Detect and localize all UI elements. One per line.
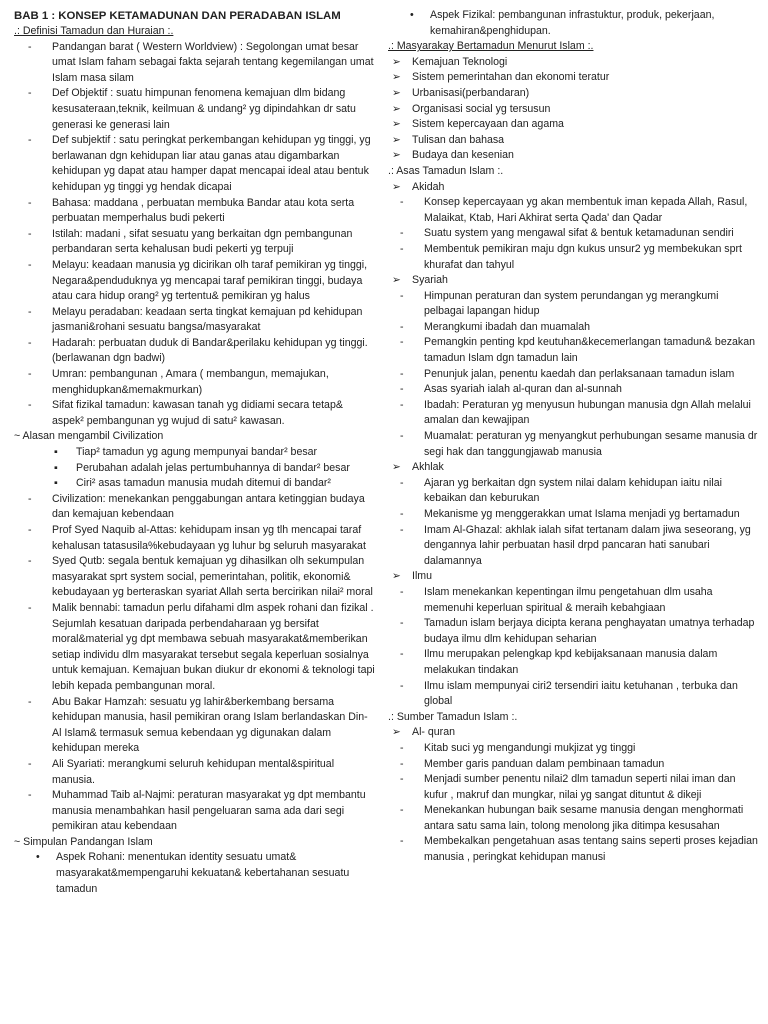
source-point-text: Menekankan hubungan baik sesame manusia dengan menghormati antara satu sama lain, tolong menolong jika ditimpa kesusahan <box>424 804 744 832</box>
trait-item <box>388 117 760 133</box>
foundation-point-text: Mekanisme yg menggerakkan umat Islama menjadi yg bertamadun <box>424 508 740 520</box>
foundation-point <box>388 367 760 383</box>
trait-item-text: Tulisan dan bahasa <box>412 133 505 146</box>
definition-item-text: Hadarah: perbuatan duduk di Bandar&perilaku kehidupan yg tinggi.(berlawanan dgn badwi) <box>52 336 368 365</box>
foundation-point-text: Asas syariah ialah al-quran dan al-sunnah <box>424 383 622 396</box>
dash-icon: - <box>28 196 32 209</box>
sources-list <box>388 725 760 865</box>
dash-icon: - <box>28 789 32 802</box>
round-bullet-icon: • <box>410 9 414 21</box>
dash-icon: - <box>28 305 32 318</box>
conclusion-item-text: Aspek Rohani: menentukan identity sesuatu umat& masyarakat&mempengaruhi kekuatan& kebertahanan sesuatu tamadun <box>56 851 350 895</box>
dash-icon: - <box>28 40 32 53</box>
dash-icon: - <box>28 757 32 770</box>
source-point <box>388 772 760 803</box>
foundation-point-text: Merangkumi ibadah dan muamalah <box>424 320 591 333</box>
foundation-point <box>388 429 760 460</box>
definition-item <box>14 86 376 133</box>
trait-item-text: Sistem kepercayaan dan agama <box>412 118 564 131</box>
definition-item-text: Istilah: madani , sifat sesuatu yang berkaitan dgn pembangunan perbandaran serta kehalusan budi pekerti yg terpuji <box>52 227 353 256</box>
dash-icon: - <box>400 585 404 598</box>
dash-icon: - <box>28 524 32 536</box>
square-bullet-icon: ▪ <box>54 446 58 459</box>
foundation-heading-text: Syariah <box>412 274 448 287</box>
source-point <box>388 834 760 865</box>
dash-icon: - <box>400 757 404 770</box>
foundation-heading <box>388 569 760 585</box>
foundation-point <box>388 195 760 226</box>
foundation-point <box>388 382 760 398</box>
foundations-list <box>388 180 760 710</box>
arrow-bullet-icon: ➢ <box>392 274 401 287</box>
view-item-text: Prof Syed Naquib al-Attas: kehidupam insan yg tlh mencapai taraf kehalusan tatasusila%kebudayaan yg luhur bg seluruh masyarakat <box>52 524 366 552</box>
trait-item <box>388 55 760 71</box>
foundation-point <box>388 523 760 570</box>
source-point-text: Menjadi sumber penentu nilai2 dlm tamadun seperti nilai iman dan kufur , makruf dan mungkar, nilai yg sangat dituntut & dikeji <box>424 773 736 801</box>
foundation-heading-text: Akhlak <box>412 461 444 474</box>
foundation-point <box>388 679 760 710</box>
source-point <box>388 741 760 757</box>
arrow-bullet-icon: ➢ <box>392 71 401 84</box>
right-column <box>388 8 760 866</box>
dash-icon: - <box>400 196 404 209</box>
dash-icon: - <box>400 227 404 240</box>
reason-item-text: Tiap² tamadun yg agung mempunyai bandar² besar <box>76 446 318 459</box>
source-point <box>388 757 760 773</box>
foundation-point <box>388 398 760 429</box>
foundation-point <box>388 289 760 320</box>
section-alasan-heading: ~ Alasan mengambil Civilization <box>14 430 164 443</box>
foundation-point <box>388 476 760 507</box>
view-item <box>14 492 376 523</box>
document-title: BAB 1 : KONSEP KETAMADUNAN DAN PERADABAN ISLAM <box>14 10 341 22</box>
reason-item <box>14 476 376 492</box>
foundation-point-text: Muamalat: peraturan yg menyangkut perhubungan sesame manusia dr segi hak dan tanggungjawab manusia <box>424 430 758 458</box>
foundation-point-text: Ajaran yg berkaitan dgn system nilai dalam kehidupan iaitu nilai kebaikan dan keburukan <box>424 476 722 505</box>
foundation-point-text: Suatu system yang mengawal sifat & bentuk ketamadunan sendiri <box>424 227 734 240</box>
dash-icon: - <box>400 320 404 333</box>
dash-icon: - <box>28 555 32 568</box>
view-item-text: Ali Syariati: merangkumi seluruh kehidupan mental&spiritual manusia. <box>52 757 335 786</box>
dash-icon: - <box>400 741 404 754</box>
dash-icon: - <box>400 773 404 786</box>
section-simpulan-heading: ~ Simpulan Pandangan Islam <box>14 835 153 848</box>
view-item <box>14 788 376 835</box>
reason-item-text: Ciri² asas tamadun manusia mudah ditemui di bandar² <box>76 477 331 490</box>
square-bullet-icon: ▪ <box>54 461 58 474</box>
dash-icon: - <box>400 679 404 692</box>
foundation-point-text: Ilmu merupakan pelengkap kpd kebijaksanaan manusia dalam melakukan tindakan <box>424 648 718 676</box>
foundation-point-text: Konsep kepercayaan yg akan membentuk iman kepada Allah, Rasul, Malaikat, Ktab, Hari Akhirat serta Qada' dan Qadar <box>424 196 748 224</box>
definition-item <box>14 196 376 227</box>
square-bullet-icon: ▪ <box>54 477 58 490</box>
arrow-bullet-icon: ➢ <box>392 86 401 99</box>
definition-item <box>14 258 376 305</box>
dash-icon: - <box>28 695 32 708</box>
foundation-point <box>388 616 760 647</box>
trait-item <box>388 133 760 149</box>
dash-icon: - <box>28 368 32 381</box>
definition-item <box>14 227 376 258</box>
traits-list <box>388 55 760 164</box>
conclusion-continued-list <box>388 8 760 39</box>
foundation-point <box>388 507 760 523</box>
conclusion-list <box>14 850 376 897</box>
dash-icon: - <box>400 336 404 349</box>
foundation-point-text: Membentuk pemikiran maju dgn kukus unsur2 yg membekukan sprt khurafat dan tahyul <box>424 242 742 271</box>
source-heading-text: Al- quran <box>412 726 455 739</box>
trait-item-text: Budaya dan kesenian <box>412 149 514 162</box>
view-item <box>14 695 376 757</box>
views-list <box>14 492 376 835</box>
view-item-text: Syed Qutb: segala bentuk kemajuan yg dihasilkan olh sekumpulan masyarakat sprt system social, pemerintahan, politik, ekonomi& kebudayaan yg berteraskan syariat Allah serta bercirikan nilai² moral <box>52 555 373 599</box>
round-bullet-icon: • <box>36 851 40 864</box>
arrow-bullet-icon: ➢ <box>392 149 401 162</box>
dash-icon: - <box>400 383 404 396</box>
view-item <box>14 523 376 554</box>
conclusion-item <box>14 850 376 897</box>
source-point <box>388 803 760 834</box>
arrow-bullet-icon: ➢ <box>392 461 401 474</box>
trait-item <box>388 148 760 164</box>
section-definisi-heading <box>14 24 376 40</box>
definition-item-text: Melayu: keadaan manusia yg dicirikan olh taraf pemikiran yg tinggi, Negara&penduduknya yg mencapai taraf pemikiran tinggi, budaya atau cara hidup orang² yg tertentu& pemikiran yg halus <box>52 258 368 303</box>
definition-item-text: Pandangan barat ( Western Worldview) : Segolongan umat besar umat Islam faham sebagai fakta sejarah tentang kegemilangan umat Islam masa silam <box>52 40 374 84</box>
foundation-point-text: Ilmu islam mempunyai ciri2 tersendiri iaitu ketuhanan , terbuka dan global <box>424 679 738 708</box>
foundation-point-text: Imam Al-Ghazal: akhlak ialah sifat tertanam dalam jiwa seseorang, yg dengannya lahir perbuatan hasil drpd pancaran hati sanubari dalamannya <box>424 523 751 567</box>
definition-item-text: Sifat fizikal tamadun: kawasan tanah yg didiami secara tetap& aspek² pembangunan yg wujud di satu² kawasan. <box>52 399 343 427</box>
section-masyarakat-heading <box>388 39 760 55</box>
definition-item <box>14 367 376 398</box>
definition-item-text: Def subjektif : satu peringkat perkembangan kehidupan yg tinggi, yg berlawanan dgn kehidupan liar atau ganas atau digambarkan kehidupan yg dapat atau hamper dapat mencapai ideal atau bentuk kehidupan yg tinggi yg hendak dicapai <box>52 134 371 193</box>
arrow-bullet-icon: ➢ <box>392 726 401 739</box>
definition-item-text: Umran: pembangunan , Amara ( membangun, memajukan, menghidupkan&memakmurkan) <box>52 368 329 396</box>
conclusion-item-text: Aspek Fizikal: pembangunan infrastuktur, produk, pekerjaan, kemahiran&penghidupan. <box>430 9 715 37</box>
definition-item-text: Bahasa: maddana , perbuatan membuka Bandar atau kota serta perbuatan memperhalus budi pekerti <box>52 196 355 225</box>
dash-icon: - <box>28 87 32 100</box>
section-asas-heading: .: Asas Tamadun Islam :. <box>388 164 504 177</box>
source-heading <box>388 725 760 741</box>
dash-icon: - <box>400 476 404 489</box>
dash-icon: - <box>28 227 32 240</box>
foundation-point <box>388 226 760 242</box>
foundation-point-text: Islam menekankan kepentingan ilmu pengetahuan dlm usaha memenuhi keperluan spiritual & meraih kebahgiaan <box>424 585 713 614</box>
dash-icon: - <box>400 648 404 661</box>
foundation-heading <box>388 273 760 289</box>
dash-icon: - <box>400 804 404 817</box>
foundation-point-text: Penunjuk jalan, penentu kaedah dan perlaksanaan tamadun islam <box>424 367 735 380</box>
reason-item <box>14 445 376 461</box>
arrow-bullet-icon: ➢ <box>392 118 401 131</box>
dash-icon: - <box>400 289 404 302</box>
source-point-text: Membekalkan pengetahuan asas tentang sains seperti proses kejadian manusia , peringkat kehidupan manusi <box>424 835 758 864</box>
foundation-point <box>388 320 760 336</box>
definition-item <box>14 336 376 367</box>
foundation-point-text: Pemangkin penting kpd keutuhan&kecemerlangan tamadun& bezakan tamadun Islam dgn tamadun lain <box>424 336 755 365</box>
dash-icon: - <box>28 258 32 271</box>
foundation-heading-text: Ilmu <box>412 570 433 583</box>
definition-item <box>14 133 376 195</box>
foundation-point <box>388 647 760 678</box>
foundation-point-text: Ibadah: Peraturan yg menyusun hubungan manusia dgn Allah melalui amalan dan kewajipan <box>424 398 751 427</box>
section-definisi-text: .: Definisi Tamadun dan Huraian :. <box>14 25 174 37</box>
dash-icon: - <box>400 835 404 848</box>
arrow-bullet-icon: ➢ <box>392 55 401 68</box>
dash-icon: - <box>400 508 404 520</box>
foundation-point <box>388 335 760 366</box>
definition-item-text: Def Objektif : suatu himpunan fenomena kemajuan dlm bidang kesusateraan,teknik, keilmuan & undang² yg dipindahkan dr satu generasi ke generasi lain <box>52 87 356 131</box>
view-item <box>14 601 376 695</box>
dash-icon: - <box>28 336 32 349</box>
foundation-point <box>388 242 760 273</box>
definition-list <box>14 40 376 430</box>
reason-item-text: Perubahan adalah jelas pertumbuhannya di bandar² besar <box>76 461 350 474</box>
dash-icon: - <box>400 398 404 411</box>
dash-icon: - <box>28 134 32 147</box>
trait-item <box>388 102 760 118</box>
foundation-point <box>388 585 760 616</box>
foundation-heading <box>388 460 760 476</box>
source-point-text: Kitab suci yg mengandungi mukjizat yg tinggi <box>424 741 636 754</box>
dash-icon: - <box>28 399 32 412</box>
source-point-text: Member garis panduan dalam pembinaan tamadun <box>424 757 665 770</box>
definition-item-text: Melayu peradaban: keadaan serta tingkat kemajuan pd kehidupan jasmani&rohani sesuatu bangsa/masyarakat <box>52 305 363 334</box>
arrow-bullet-icon: ➢ <box>392 570 401 583</box>
view-item-text: Malik bennabi: tamadun perlu difahami dlm aspek rohani dan fizikal . Sejumlah kesatuan daripada perbendaharaan yg bersifat moral&material yg dpt membawa sebuah masyarakat&memberikan setiap individu dlm masyarakat tersebut segala keperluan sosialnya untuk kemajuan. Kemajuan bukan diukur dr ekonomi & teknologi tapi lebih kepada pembangunan moral. <box>52 601 375 692</box>
conclusion-item <box>388 8 760 39</box>
definition-item <box>14 40 376 87</box>
trait-item-text: Kemajuan Teknologi <box>412 55 508 68</box>
dash-icon: - <box>400 242 404 255</box>
foundation-heading <box>388 180 760 196</box>
view-item-text: Abu Bakar Hamzah: sesuatu yg lahir&berkembang bersama kehidupan manusia, hasil pemikiran orang Islam berlandaskan Din-Al Islam& termasuk semua kebendaan yg digunakan dalam kehidupan mereka <box>52 695 368 755</box>
reason-item <box>14 461 376 477</box>
view-item <box>14 554 376 601</box>
trait-item <box>388 86 760 102</box>
view-item-text: Civilization: menekankan penggabungan antara ketinggian budaya dan kemajuan kebendaan <box>52 492 365 521</box>
dash-icon: - <box>400 367 404 380</box>
foundation-point-text: Tamadun islam berjaya dicipta kerana penghayatan umatnya terhadap budaya ilmu dlm kehidupan seharian <box>424 617 755 645</box>
foundation-heading-text: Akidah <box>412 180 445 193</box>
view-item <box>14 757 376 788</box>
section-masyarakat-text: .: Masyarakay Bertamadun Menurut Islam :. <box>388 40 594 53</box>
view-item-text: Muhammad Taib al-Najmi: peraturan masyarakat yg dpt membantu manusia menambahkan hasil pengeluaran sama ada dari segi pemikiran atau kebendaan <box>52 789 366 833</box>
dash-icon: - <box>28 601 32 614</box>
dash-icon: - <box>400 523 404 536</box>
foundation-point-text: Himpunan peraturan dan system perundangan yg merangkumi pelbagai lapangan hidup <box>424 289 719 318</box>
trait-item-text: Sistem pemerintahan dan ekonomi teratur <box>412 71 610 84</box>
definition-item <box>14 305 376 336</box>
arrow-bullet-icon: ➢ <box>392 133 401 146</box>
dash-icon: - <box>28 492 32 505</box>
arrow-bullet-icon: ➢ <box>392 102 401 115</box>
reasons-list <box>14 445 376 492</box>
left-column <box>14 8 376 897</box>
trait-item-text: Urbanisasi(perbandaran) <box>412 86 530 99</box>
dash-icon: - <box>400 617 404 630</box>
definition-item <box>14 398 376 429</box>
dash-icon: - <box>400 430 404 443</box>
arrow-bullet-icon: ➢ <box>392 180 401 193</box>
trait-item <box>388 70 760 86</box>
trait-item-text: Organisasi social yg tersusun <box>412 102 551 115</box>
section-sumber-heading: .: Sumber Tamadun Islam :. <box>388 710 518 723</box>
